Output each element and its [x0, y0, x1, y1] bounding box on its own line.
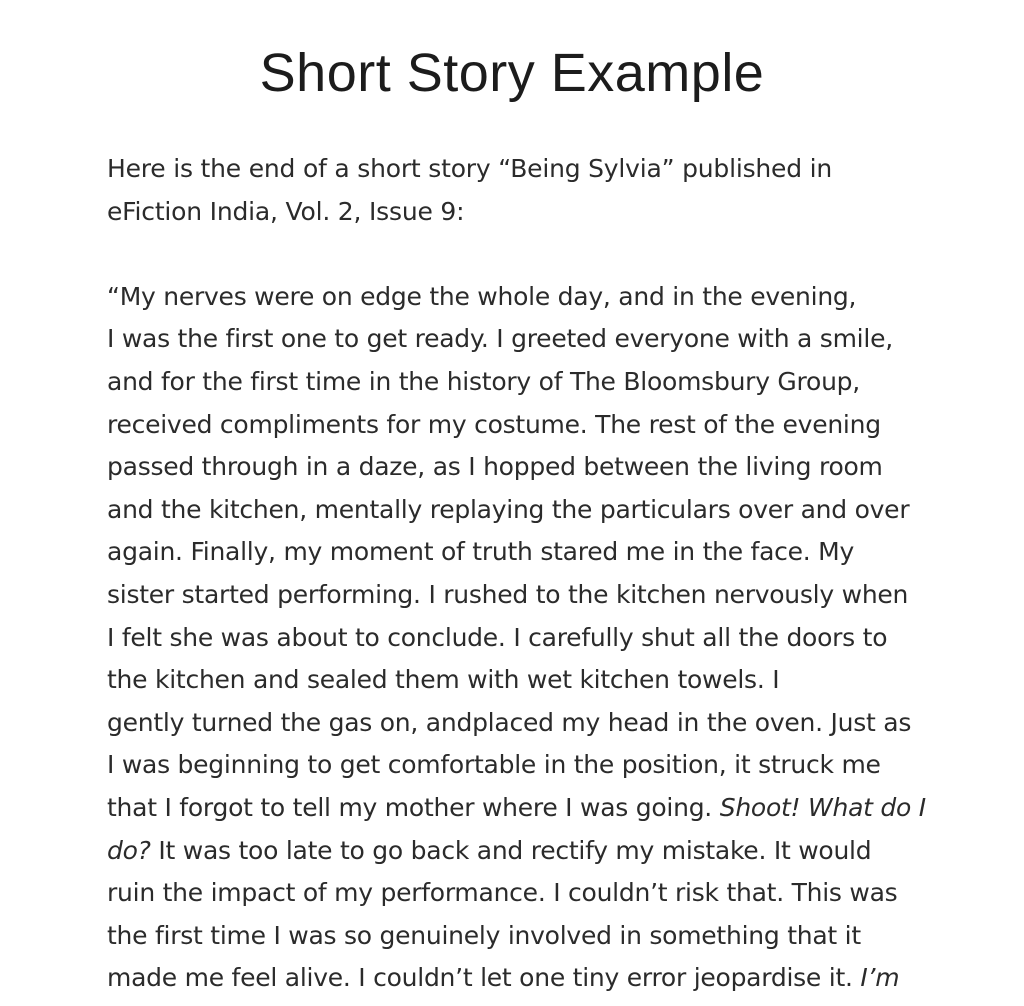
intro-paragraph — [107, 148, 937, 233]
intro-line: Here is the end of a short story “Being Sylvia” published in — [107, 154, 833, 183]
story-line: I was beginning to get comfortable in the position, it struck me — [107, 750, 881, 780]
story-text: that I forgot to tell my mother where I was going. — [107, 792, 720, 822]
story-text: made me feel alive. I couldn’t let one tiny error jeopardise it. — [107, 963, 861, 993]
intro-line: eFiction India, Vol. 2, Issue 9: — [107, 196, 465, 226]
story-line: gently turned the gas on, andplaced my head in the oven. Just as — [107, 707, 912, 737]
story-line: sister started performing. I rushed to the kitchen nervously when — [107, 579, 909, 609]
story-line: ruin the impact of my performance. I couldn’t risk that. This was — [107, 878, 898, 908]
story-italic-text: do? — [107, 835, 151, 865]
story-italic-text: Shoot! What do I — [719, 792, 926, 822]
story-line — [107, 957, 937, 1000]
story-line: I was the first one to get ready. I greeted everyone with a smile, — [107, 324, 893, 354]
paragraph-spacer — [107, 233, 937, 276]
document-body — [107, 148, 937, 1000]
story-line: received compliments for my costume. The rest of the evening — [107, 409, 881, 439]
page-title: Short Story Example — [259, 43, 765, 103]
story-line: I felt she was about to conclude. I carefully shut all the doors to — [107, 622, 888, 652]
story-line: the first time I was so genuinely involved in something that it — [107, 920, 861, 950]
story-text: It was too late to go back and rectify my mistake. It would — [150, 835, 872, 865]
story-line: “My nerves were on edge the whole day, and in the evening, — [107, 281, 857, 311]
story-line: again. Finally, my moment of truth stared me in the face. My — [107, 537, 855, 567]
story-line: passed through in a daze, as I hopped between the living room — [107, 452, 883, 482]
story-line — [107, 830, 937, 873]
story-line: and for the first time in the history of The Bloomsbury Group, — [107, 366, 860, 396]
story-excerpt — [107, 276, 937, 1000]
story-line — [107, 787, 937, 830]
story-line: and the kitchen, mentally replaying the particulars over and over — [107, 494, 910, 524]
story-italic-text: I’m — [860, 963, 900, 993]
story-line: the kitchen and sealed them with wet kitchen towels. I — [107, 665, 780, 695]
